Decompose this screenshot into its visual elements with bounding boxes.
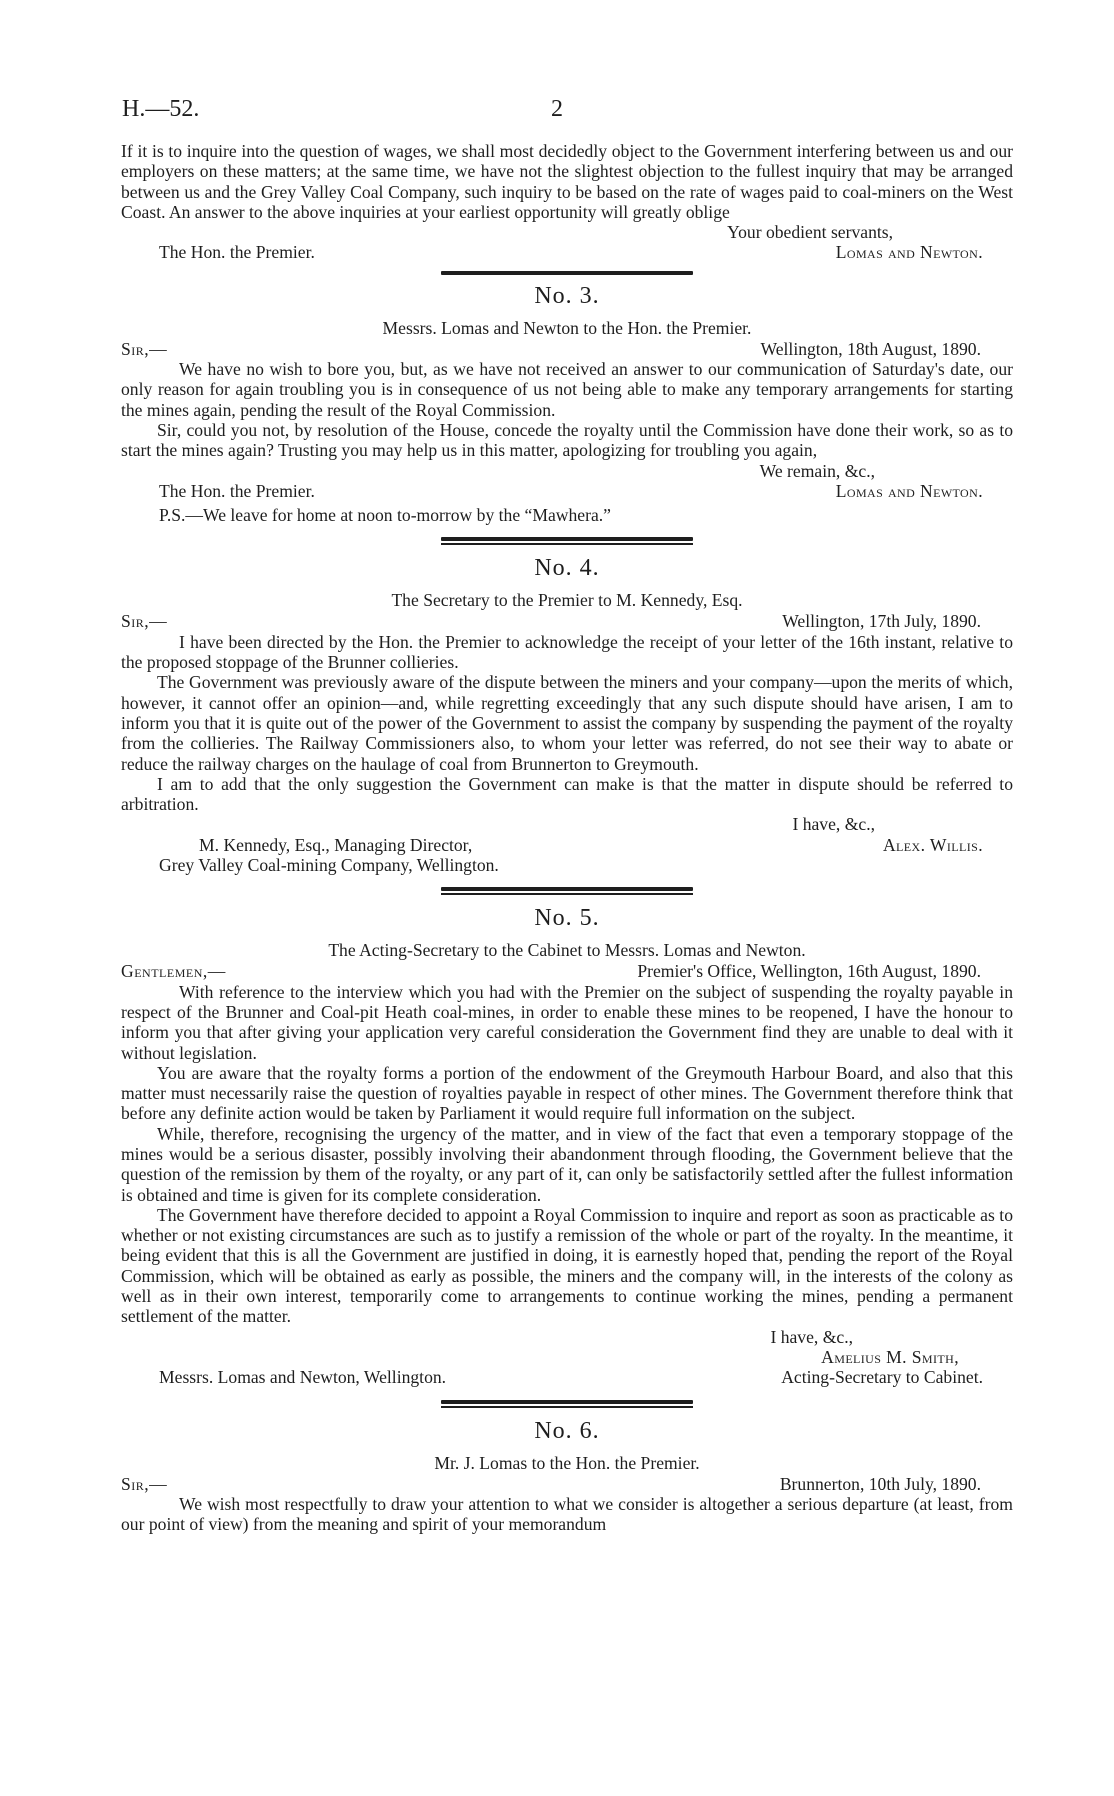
intro-signature-line xyxy=(121,242,1013,262)
document-reference: H.—52. xyxy=(122,96,200,122)
intro-paragraph: If it is to inquire into the question of wages, we shall most decidedly object to the Government interfering between us and our employers on these matters; at the same time, we have not the slightest objection to the fullest inquiry that may be arranged between us and the Grey Valley Coal Company, such inquiry to be based on the rate of wages paid to coal-miners on the West Coast. An answer to the above inquiries at your earliest opportunity will greatly oblige xyxy=(121,141,1013,222)
page-number: 2 xyxy=(551,96,563,122)
salutation: Gentlemen,— xyxy=(121,961,226,982)
letter-paragraph: The Government was previously aware of the dispute between the miners and your company—upon the merits of which, however, it cannot offer an opinion—and, while regretting exceedingly that any such dispute should have arisen, I am to inform you that it is quite out of the power of the Government to assist the company by suspending the payment of the royalty from the collieries. The Railway Commissioners also, to whom your letter was referred, do not see their way to abate or reduce the railway charges on the haulage of coal from Brunnerton to Greymouth. xyxy=(121,672,1013,774)
letter-date: Brunnerton, 10th July, 1890. xyxy=(779,1473,981,1494)
signature-line xyxy=(121,835,1013,855)
letter-number: No. 5. xyxy=(534,905,600,932)
salutation: Sir,— xyxy=(121,338,168,359)
salutation-line xyxy=(121,339,1013,359)
letter-heading: The Secretary to the Premier to M. Kennedy, Esq. xyxy=(391,590,743,611)
letter-addressee-line2: Grey Valley Coal-mining Company, Wellington. xyxy=(159,855,499,876)
section-divider xyxy=(441,1400,693,1404)
letter-paragraph: We have no wish to bore you, but, as we have not received an answer to our communication of Saturday's date, our only reason for again troubling you is in consequence of us not being able to make any temporary arrangements for starting the mines again, pending the result of the Royal Commission. xyxy=(121,359,1013,420)
postscript: P.S.—We leave for home at noon to-morrow by the “Mawhera.” xyxy=(159,505,611,526)
letter-closing: I have, &c., xyxy=(770,1326,853,1347)
letter-signature: Lomas and Newton. xyxy=(835,480,983,501)
letter-addressee: Messrs. Lomas and Newton, Wellington. xyxy=(159,1367,447,1388)
letter-heading: Messrs. Lomas and Newton to the Hon. the Premier. xyxy=(382,317,752,338)
letter-paragraph: While, therefore, recognising the urgency of the matter, and in view of the fact that even a temporary stoppage of the mines would be a serious disaster, possibly involving their abandonment through flooding, the Government believe that the question of the remission by them of the royalty, or any part of it, can only be satisfactorily settled after the fullest information is obtained and time is given for its complete consideration. xyxy=(121,1123,1013,1205)
document-body xyxy=(121,141,1013,1534)
letter-closing: I have, &c., xyxy=(792,814,875,835)
signature-line xyxy=(121,481,1013,501)
letter-number: No. 4. xyxy=(534,555,600,582)
letter-paragraph: You are aware that the royalty forms a portion of the endowment of the Greymouth Harbour Board, and also that this matter must necessarily raise the question of royalties payable in respect of other mines. The Government therefore think that before any definite action would be taken by Parliament it would require full information on the subject. xyxy=(121,1062,1013,1124)
letter-paragraph: I am to add that the only suggestion the Government can make is that the matter in dispute should be referred to arbitration. xyxy=(121,773,1013,815)
intro-signature: Lomas and Newton. xyxy=(835,242,983,263)
letter-date: Wellington, 17th July, 1890. xyxy=(782,611,981,632)
intro-closing: Your obedient servants, xyxy=(727,222,893,243)
letter-addressee: M. Kennedy, Esq., Managing Director, xyxy=(199,834,473,855)
letter-paragraph: I have been directed by the Hon. the Premier to acknowledge the receipt of your letter of the 16th instant, relative to the proposed stoppage of the Brunner collieries. xyxy=(121,631,1013,673)
section-divider xyxy=(441,887,693,891)
page-header xyxy=(122,96,992,126)
letter-date: Wellington, 18th August, 1890. xyxy=(760,338,981,359)
salutation-line xyxy=(121,611,1013,631)
salutation: Sir,— xyxy=(121,1473,168,1494)
letter-heading: The Acting-Secretary to the Cabinet to Messrs. Lomas and Newton. xyxy=(328,940,806,961)
salutation-line xyxy=(121,1474,1013,1494)
salutation-line xyxy=(121,961,1013,981)
letter-signature: Alex. Willis. xyxy=(882,834,983,855)
paragraph-with-closing xyxy=(121,774,1013,815)
signature-line xyxy=(121,1367,1013,1387)
letter-paragraph: The Government have therefore decided to appoint a Royal Commission to inquire and report as soon as practicable as to whether or not existing circumstances are such as to justify a remission of the whole or part of the royalty. In the meantime, it being evident that this is all the Government are justified in doing, it is earnestly hoped that, pending the report of the Royal Commission, which will be obtained as early as possible, the miners and the company will, in the interests of the colony as well as in their own interest, temporarily come to arrangements to continue working the mines, pending a permanent settlement of the matter. xyxy=(121,1204,1013,1327)
section-divider-thin xyxy=(441,1406,693,1408)
letter-signature: Amelius M. Smith, xyxy=(821,1346,959,1367)
section-divider xyxy=(441,271,693,275)
section-divider-thin xyxy=(441,543,693,545)
letter-date: Premier's Office, Wellington, 16th August, 1890. xyxy=(637,961,981,982)
letter-number: No. 6. xyxy=(534,1417,600,1444)
letter-paragraph: Sir, could you not, by resolution of the House, concede the royalty until the Commission have done their work, so as to start the mines again? Trusting you may help us in this matter, apologizing for troubling you again, xyxy=(121,419,1013,461)
letter-heading: Mr. J. Lomas to the Hon. the Premier. xyxy=(434,1452,700,1473)
letter-addressee: The Hon. the Premier. xyxy=(159,480,315,501)
salutation: Sir,— xyxy=(121,611,168,632)
section-divider-thin xyxy=(441,893,693,895)
letter-paragraph: We wish most respectfully to draw your attention to what we consider is altogether a serious departure (at least, from our point of view) from the meaning and spirit of your memorandum xyxy=(121,1493,1013,1535)
letter-paragraph: With reference to the interview which you had with the Premier on the subject of suspending the royalty payable in respect of the Brunner and Coal-pit Heath coal-mines, in order to enable these mines to be reopened, I have the honour to inform you that after giving your application very careful consideration the Government find they are unable to deal with it without legislation. xyxy=(121,981,1013,1063)
signature-title: Acting-Secretary to Cabinet. xyxy=(781,1367,983,1388)
letter-closing: We remain, &c., xyxy=(759,460,875,481)
letter-number: No. 3. xyxy=(534,282,600,309)
intro-addressee: The Hon. the Premier. xyxy=(159,242,315,263)
section-divider xyxy=(441,537,693,541)
